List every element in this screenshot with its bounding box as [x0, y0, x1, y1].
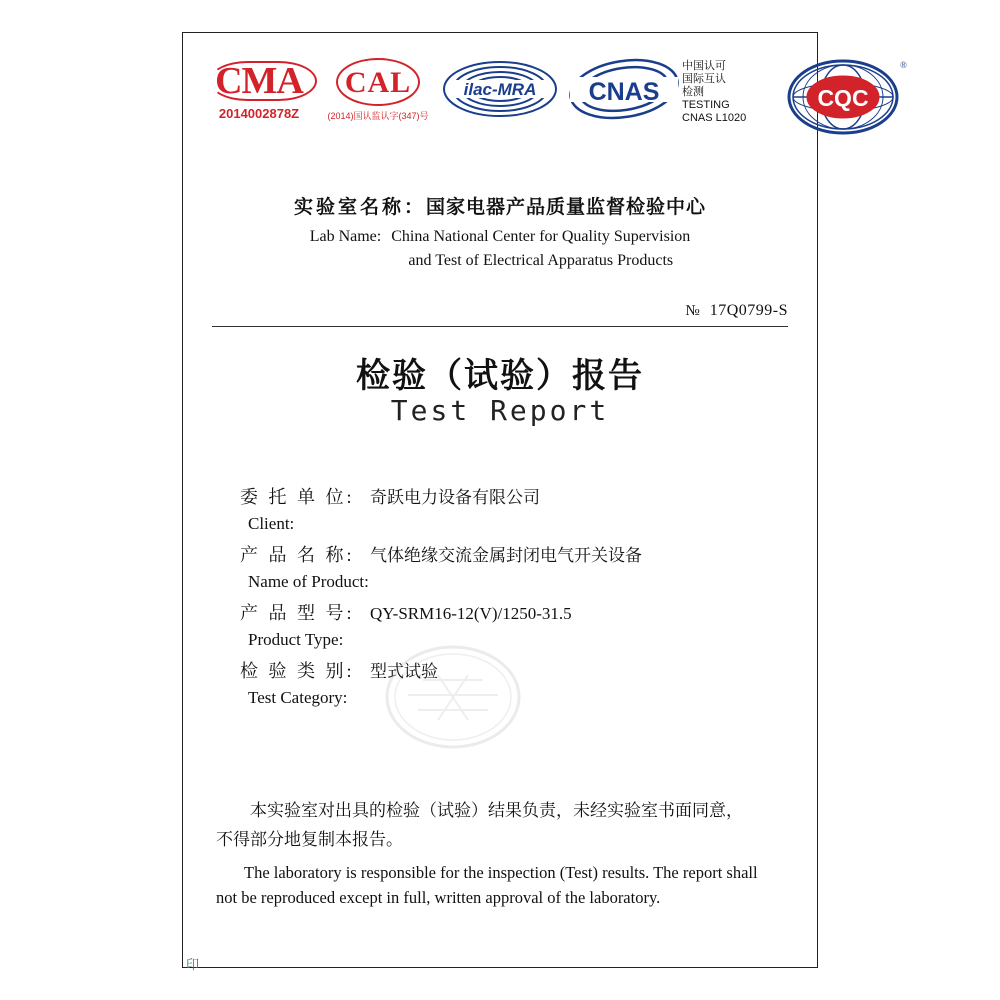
field-client: [240, 484, 800, 536]
cal-mark-text: CAL: [336, 58, 420, 106]
lab-name-label-en: Lab Name:: [309, 228, 382, 245]
field-test-category-label-en: Test Category:: [248, 688, 348, 707]
field-test-category-value: 型式试验: [370, 662, 438, 681]
responsibility-statement-en: [216, 860, 788, 910]
ilac-mra-text: ilac-MRA: [463, 80, 537, 99]
field-product-name-cn: [240, 542, 800, 569]
cqc-globe-svg: [785, 58, 905, 136]
field-client-label-en: Client:: [248, 514, 295, 533]
field-product-type-value: QY-SRM16-12(V)/1250-31.5: [370, 604, 572, 623]
report-title-en: Test Report: [390, 394, 610, 427]
field-client-cn: [240, 484, 800, 511]
svg-text:CQC: CQC: [817, 85, 869, 111]
cnas-line-3: 检测: [682, 86, 704, 98]
responsibility-statement-cn: [216, 796, 788, 854]
lab-name-label-cn: 实验室名称：: [293, 197, 426, 218]
certification-logo-row: [182, 58, 907, 158]
cma-code-text: 2014002878Z: [218, 106, 300, 121]
cnas-line-4: TESTING: [682, 99, 730, 111]
field-product-type-label-cn: 产 品 型 号:: [240, 603, 355, 623]
statement-en-line1: The laboratory is responsible for the inspection (Test) results. The report shall: [244, 863, 758, 882]
lab-name-cn-row: [182, 192, 818, 219]
field-product-type: [240, 600, 800, 652]
report-number-value: 17Q0799-S: [709, 302, 788, 319]
field-test-category: [240, 658, 800, 710]
field-product-name-label-en: Name of Product:: [248, 572, 369, 591]
field-client-label-cn: 委 托 单 位:: [240, 487, 355, 507]
cma-mark-text: CMA: [211, 58, 307, 104]
lab-name-value-en: [391, 225, 690, 273]
cnas-logo: [564, 58, 684, 120]
cqc-globe-logo: [782, 58, 908, 136]
ilac-mra-logo: [438, 58, 562, 118]
cqc-globe-icon: [785, 58, 905, 136]
field-test-category-cn: [240, 658, 800, 685]
field-client-value: 奇跃电力设备有限公司: [370, 488, 540, 507]
cnas-wordmark: CNAS: [588, 78, 660, 106]
cnas-line-5: CNAS L1020: [682, 112, 747, 124]
report-fields: [240, 484, 800, 716]
number-symbol: №: [685, 303, 700, 319]
field-product-type-cn: [240, 600, 800, 627]
ilac-mra-rings: [441, 60, 559, 118]
field-product-name-label-cn: 产 品 名 称:: [240, 545, 355, 565]
cnas-rings: [566, 58, 682, 120]
corner-stamp-mark: 印: [186, 957, 200, 972]
report-number-line: [212, 302, 788, 327]
cal-logo: [322, 58, 434, 122]
cma-logo: [204, 58, 314, 121]
cal-code-text: (2014)国认监认字(347)号: [327, 111, 429, 121]
cnas-accreditation-text: [682, 58, 786, 125]
field-product-name-value: 气体绝缘交流金属封闭电气开关设备: [370, 546, 642, 565]
field-test-category-label-cn: 检 验 类 别:: [240, 661, 355, 681]
lab-name-block: [182, 192, 818, 273]
lab-name-value-cn: 国家电器产品质量监督检验中心: [426, 197, 707, 218]
lab-name-en-line1: China National Center for Quality Supervision: [391, 228, 691, 245]
lab-name-en-line2: and Test of Electrical Apparatus Products: [408, 252, 674, 269]
lab-name-en-row: [182, 225, 818, 273]
statement-cn-line1: 本实验室对出具的检验（试验）结果负责，未经实验室书面同意，: [250, 801, 743, 820]
cnas-line-2: 国际互认: [682, 73, 726, 85]
field-product-name: [240, 542, 800, 594]
statement-cn-line2: 不得部分地复制本报告。: [216, 830, 403, 849]
field-product-type-label-en: Product Type:: [248, 630, 344, 649]
registered-trademark-icon: ®: [900, 60, 907, 70]
statement-en-line2: not be reproduced except in full, written approval of the laboratory.: [216, 888, 661, 907]
cnas-line-1: 中国认可: [682, 60, 726, 72]
report-title-cn: 检验（试验）报告: [356, 358, 644, 395]
